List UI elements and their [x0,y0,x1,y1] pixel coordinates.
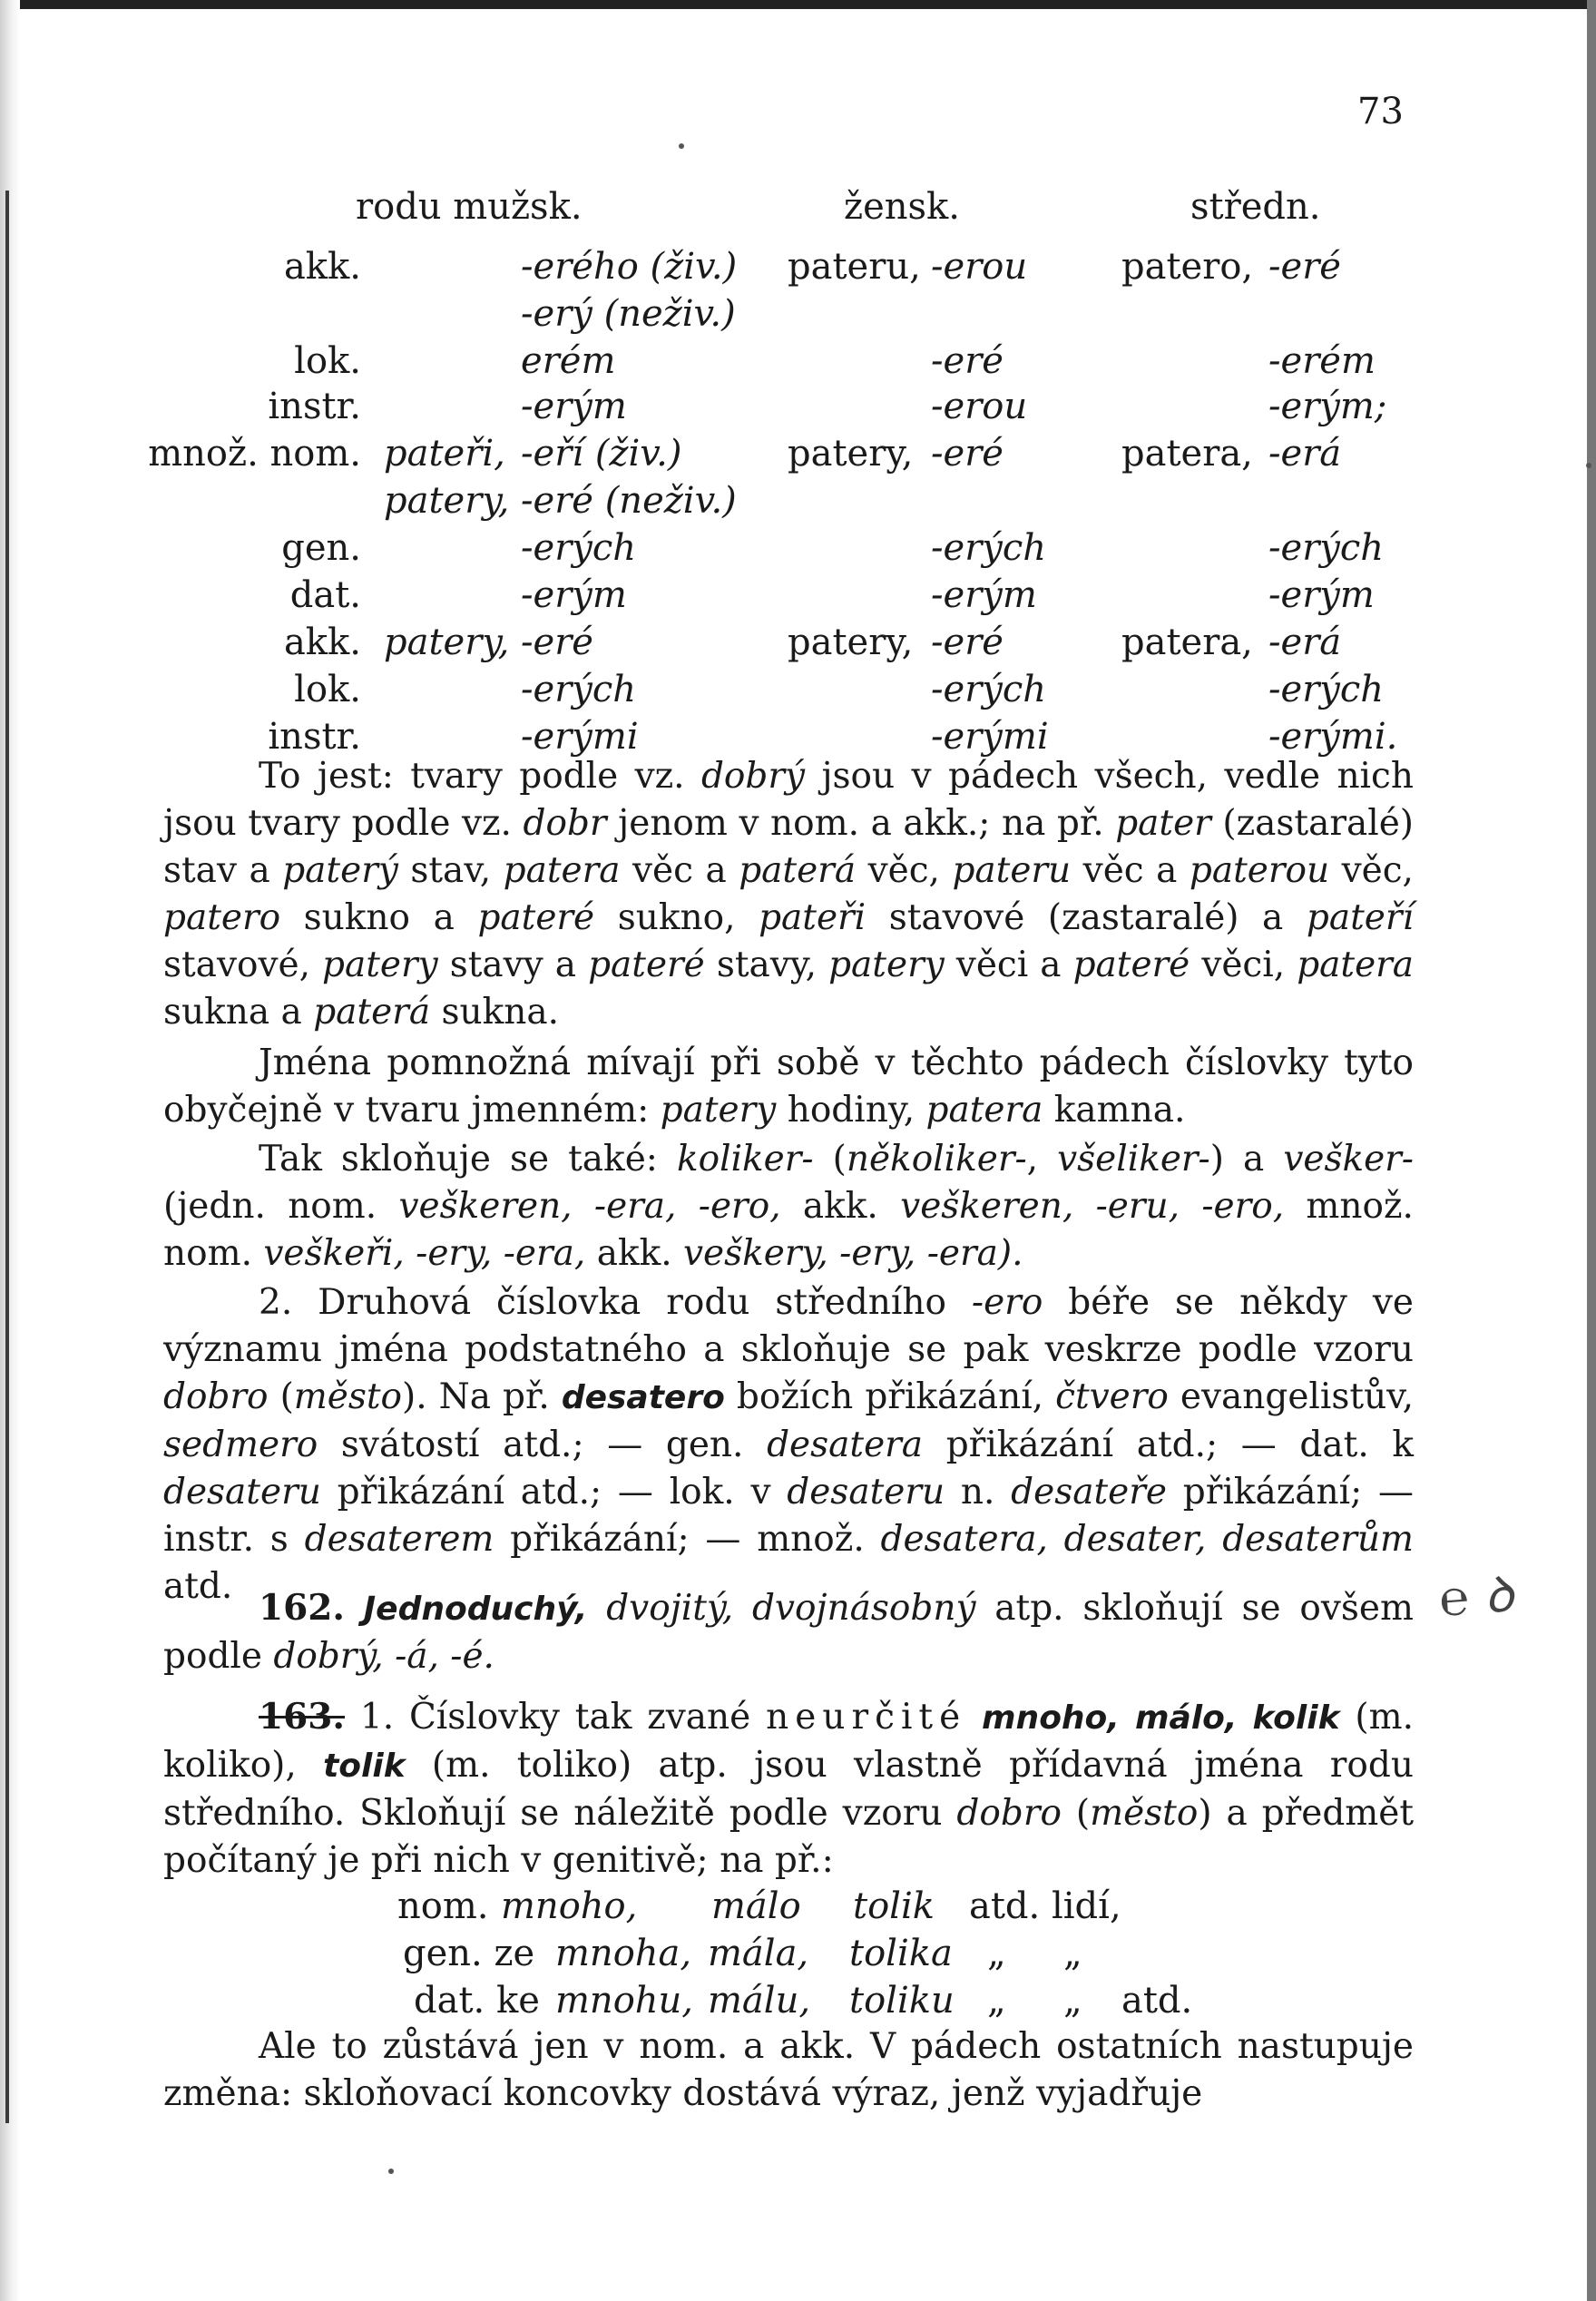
form-m: -erým [521,574,627,616]
case-label: lok. [294,669,361,710]
form-m: -erými [521,716,639,758]
example-form: mála, [708,1933,809,1974]
case-label: akk. [283,246,361,288]
form-m: -eré [521,622,593,663]
case-label: gen. [281,527,361,569]
declension-table [0,0,1596,762]
form-f-stem: pateru, [788,246,921,288]
form-f: -erých [931,527,1047,569]
form-f: -erými [931,716,1049,758]
form-f-stem: patery, [788,622,914,663]
case-label: akk. [283,622,361,663]
example-form: mnoho, [501,1885,638,1927]
example-form: tolika [849,1933,953,1974]
form-m-stem: patery, [384,622,510,663]
section-163: 163. 1. Číslovky tak zvané neurčité mnoho, málo, kolik (m. koliko), tolik (m. toliko) atp. jsou vlastně přídavná jména rodu středního. Skloňují se náležitě podle vzoru dobro (město) a předmět počítaný je při nich v genitivě; na př.: [163,1696,1415,1881]
example-case: gen. ze [403,1933,535,1974]
paragraph-desatero: 2. Druhová číslovka rodu středního -ero béře se někdy ve významu jména podstatného a skloňuje se pak veskrze podle vzoru dobro (město). Na př. desatero božích přikázání, čtvero evangelistův, sedmero svátostí atd.; — gen. desatera přikázání atd.; — dat. k desateru přikázání atd.; — lok. v desateru n. desateře přikázání; — instr. s desaterem přikázání; — množ. desatera, desater, desaterům atd. [163,1282,1415,1607]
form-n-stem: patera, [1121,622,1253,663]
example-form: tolik [853,1885,935,1927]
section-number-163: 163. [259,1696,345,1738]
form-n: -erými. [1268,716,1398,758]
form-m: -erých [521,527,637,569]
case-label: množ. nom. [148,433,361,475]
form-f: -eré [931,433,1004,475]
ditto-mark: „ [1063,1980,1082,2022]
form-n: -erých [1268,669,1385,710]
form-f-stem: patery, [788,433,914,475]
form-m-stem: pateři, [384,433,505,475]
form-f: -erým [931,574,1037,616]
form-f: -eré [931,622,1004,663]
form-f: -erých [931,669,1047,710]
example-form: mnoha, [555,1933,692,1974]
form-f: -erou [931,246,1028,288]
case-label: instr. [268,716,361,758]
form-m-stem: patery, [384,480,510,522]
handwritten-margin-note: ℮ ꝺ [1437,1565,1516,1628]
form-f: -erou [931,386,1028,427]
form-n-stem: patero, [1121,246,1254,288]
ditto-mark: „ [1063,1933,1082,1974]
paragraph-tvary: To jest: tvary podle vz. dobrý jsou v pádech všech, vedle nich jsou tvary podle vz. dobr jenom v nom. a akk.; na př. pater (zastaralé) stav a paterý stav, patera věc a paterá věc, pateru věc a paterou věc, patero sukno a pateré sukno, pateři stavové (zastaralé) a pateří stavové, patery stavy a pateré stavy, patery věci a pateré věci, patera sukna a paterá sukna. [163,756,1415,1033]
example-rest: atd. [1121,1980,1193,2022]
form-m: -erý (neživ.) [521,293,736,335]
example-case: nom. [397,1885,489,1927]
header-masculine: rodu mužsk. [356,186,583,228]
example-form: málu, [708,1980,811,2022]
paragraph-ale: Ale to zůstává jen v nom. a akk. V pádech ostatních nastupuje změna: skloňovací koncovky dostává výraz, jenž vyjadřuje [163,2026,1414,2114]
form-n-stem: patera, [1121,433,1253,475]
form-n: -eré [1268,246,1341,288]
form-n: -erým [1268,574,1375,616]
form-m: -erých [521,669,637,710]
scan-speck [1586,463,1591,468]
paragraph-pomnozna: Jména pomnožná mívají při sobě v těchto pádech číslovky tyto obyčejně v tvaru jmenném: patery hodiny, patera kamna. [163,1043,1414,1131]
example-form: mnohu, [555,1980,694,2022]
form-n: -erým; [1268,386,1387,427]
ditto-mark: „ [987,1933,1006,1974]
section-number-162: 162. [259,1587,345,1629]
example-rest: atd. lidí, [969,1885,1121,1927]
form-n: -erých [1268,527,1385,569]
form-n: -erá [1268,433,1342,475]
paragraph-veskery: Tak skloňuje se také: koliker- (několiker-, všeliker-) a vešker- (jedn. nom. veškeren, -era, -ero, akk. veškeren, -eru, -ero, množ. nom. veškeři, -ery, -era, akk. veškery, -ery, -era). [163,1139,1414,1274]
case-label: instr. [268,386,361,427]
form-m: erém [521,340,616,382]
form-m: -erého (živ.) [521,246,738,288]
header-neuter: středn. [1190,186,1321,228]
ditto-mark: „ [987,1980,1006,2022]
form-m: -eří (živ.) [521,433,682,475]
header-feminine: žensk. [844,186,960,228]
page-number: 73 [1357,91,1404,132]
form-f: -eré [931,340,1004,382]
case-label: dat. [289,574,361,616]
form-m: -eré (neživ.) [521,480,737,522]
scan-speck [388,2169,394,2174]
example-case: dat. ke [414,1980,540,2022]
form-n: -erá [1268,622,1342,663]
scan-speck [679,143,684,149]
form-n: -erém [1268,340,1376,382]
example-form: málo [711,1885,801,1927]
section-162: 162. Jednoduchý, dvojitý, dvojnásobný atp. skloňují se ovšem podle dobrý, -á, -é. [163,1587,1414,1677]
form-m: -erým [521,386,627,427]
example-form: toliku [849,1980,955,2022]
case-label: lok. [294,340,361,382]
